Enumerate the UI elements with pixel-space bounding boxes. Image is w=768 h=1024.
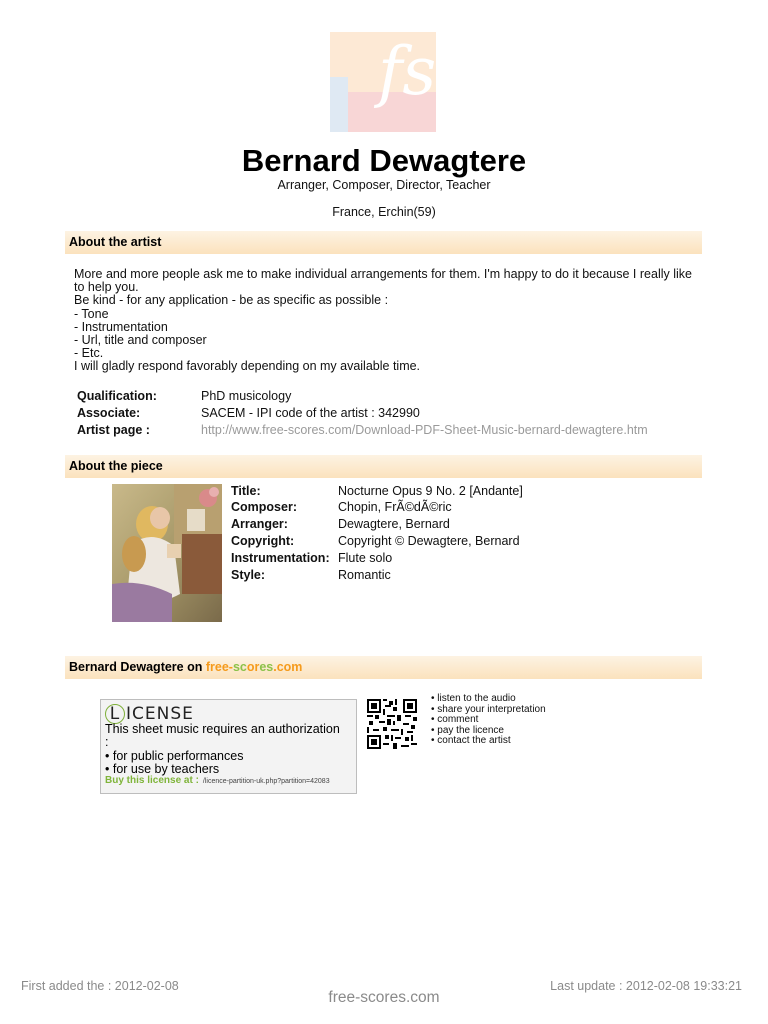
section-header-about-piece: About the piece bbox=[65, 455, 702, 478]
artist-roles: Arranger, Composer, Director, Teacher bbox=[277, 178, 491, 192]
qr-feature-item: • contact the artist bbox=[431, 735, 511, 747]
footer-site-logo bbox=[0, 989, 768, 1007]
qualification-value: PhD musicology bbox=[201, 389, 292, 403]
site-part: free- bbox=[328, 989, 361, 1006]
instrumentation-label: Instrumentation: bbox=[231, 551, 330, 565]
arranger-label: Arranger: bbox=[231, 517, 288, 531]
license-box bbox=[100, 699, 357, 794]
license-line: • for use by teachers bbox=[105, 762, 220, 777]
instrumentation-value: Flute solo bbox=[338, 551, 393, 565]
last-update-date: Last update : 2012-02-08 19:33:21 bbox=[550, 979, 742, 993]
qr-feature-item: • listen to the audio bbox=[431, 693, 516, 704]
artist-location: France, Erchin(59) bbox=[332, 205, 436, 219]
style-label: Style: bbox=[231, 568, 266, 582]
composer-label: Composer: bbox=[231, 500, 297, 514]
site-part: or bbox=[375, 989, 390, 1006]
artist-page-link[interactable]: http://www.free-scores.com/Download-PDF-Sheet-Music-bernard-dewagtere.htm bbox=[201, 423, 648, 437]
bio-line: - Etc. bbox=[74, 346, 104, 361]
license-line: • for public performances bbox=[105, 748, 244, 763]
site-part: sc bbox=[360, 989, 376, 1006]
section-header-about-artist: About the artist bbox=[65, 231, 702, 254]
license-title bbox=[105, 704, 194, 724]
site-part: es bbox=[389, 989, 406, 1006]
first-added-date: First added the : 2012-02-08 bbox=[21, 979, 179, 993]
title-label: Title: bbox=[231, 484, 261, 498]
site-part[interactable]: free- bbox=[205, 660, 233, 674]
copyright-label: Copyright: bbox=[231, 534, 295, 548]
logo-letter-f: fs bbox=[378, 33, 436, 110]
buy-license-url[interactable]: /licence-partition-uk.php?partition=42083 bbox=[202, 778, 330, 785]
qr-code-icon[interactable] bbox=[367, 699, 417, 749]
bio-line: I will gladly respond favorably depending on my available time. bbox=[74, 359, 421, 374]
qr-feature-item: • share your interpretation bbox=[431, 703, 546, 715]
bio-line: - Url, title and composer bbox=[74, 333, 207, 348]
buy-license-label[interactable]: Buy this license at : bbox=[105, 775, 199, 786]
site-part[interactable]: .com bbox=[273, 660, 303, 674]
qr-feature-item: • comment bbox=[431, 714, 479, 726]
buy-license-link[interactable] bbox=[105, 775, 330, 786]
bio-line: More and more people ask me to make individual arrangements for them. I'm happy to do it because I really like to help you. bbox=[74, 267, 692, 295]
piece-cover-painting bbox=[112, 484, 222, 622]
site-part[interactable]: sc bbox=[232, 660, 247, 674]
site-part: .com bbox=[405, 989, 440, 1006]
license-line: This sheet music requires an authorization bbox=[105, 722, 340, 736]
style-value: Romantic bbox=[338, 568, 391, 582]
qr-features-list bbox=[431, 694, 546, 747]
bio-line: - Instrumentation bbox=[74, 319, 168, 334]
title-value: Nocturne Opus 9 No. 2 [Andante] bbox=[338, 484, 523, 498]
license-title-rest: ICENSE bbox=[126, 704, 194, 724]
license-logo-l: L bbox=[105, 704, 125, 724]
section-header-links bbox=[65, 656, 702, 679]
site-part[interactable]: es bbox=[259, 660, 274, 674]
qr-feature-item: • pay the licence bbox=[431, 724, 504, 736]
bio-line: - Tone bbox=[74, 306, 109, 321]
artist-name: Bernard Dewagtere bbox=[241, 143, 527, 178]
associate-value: SACEM - IPI code of the artist : 342990 bbox=[201, 406, 420, 420]
arranger-value: Dewagtere, Bernard bbox=[338, 517, 450, 531]
copyright-value: Copyright © Dewagtere, Bernard bbox=[338, 534, 520, 548]
site-part[interactable]: or bbox=[246, 660, 260, 674]
composer-value: Chopin, FrÃ©dÃ©ric bbox=[338, 500, 452, 514]
free-scores-logo bbox=[330, 32, 436, 132]
license-line: : bbox=[105, 735, 109, 750]
associate-label: Associate: bbox=[77, 406, 141, 420]
artist-page-label: Artist page : bbox=[77, 423, 150, 437]
bio-line: Be kind - for any application - be as specific as possible : bbox=[74, 293, 389, 308]
qualification-label: Qualification: bbox=[77, 389, 157, 403]
license-description bbox=[105, 723, 353, 777]
links-prefix: Bernard Dewagtere on bbox=[69, 660, 206, 674]
artist-biography bbox=[74, 268, 699, 374]
